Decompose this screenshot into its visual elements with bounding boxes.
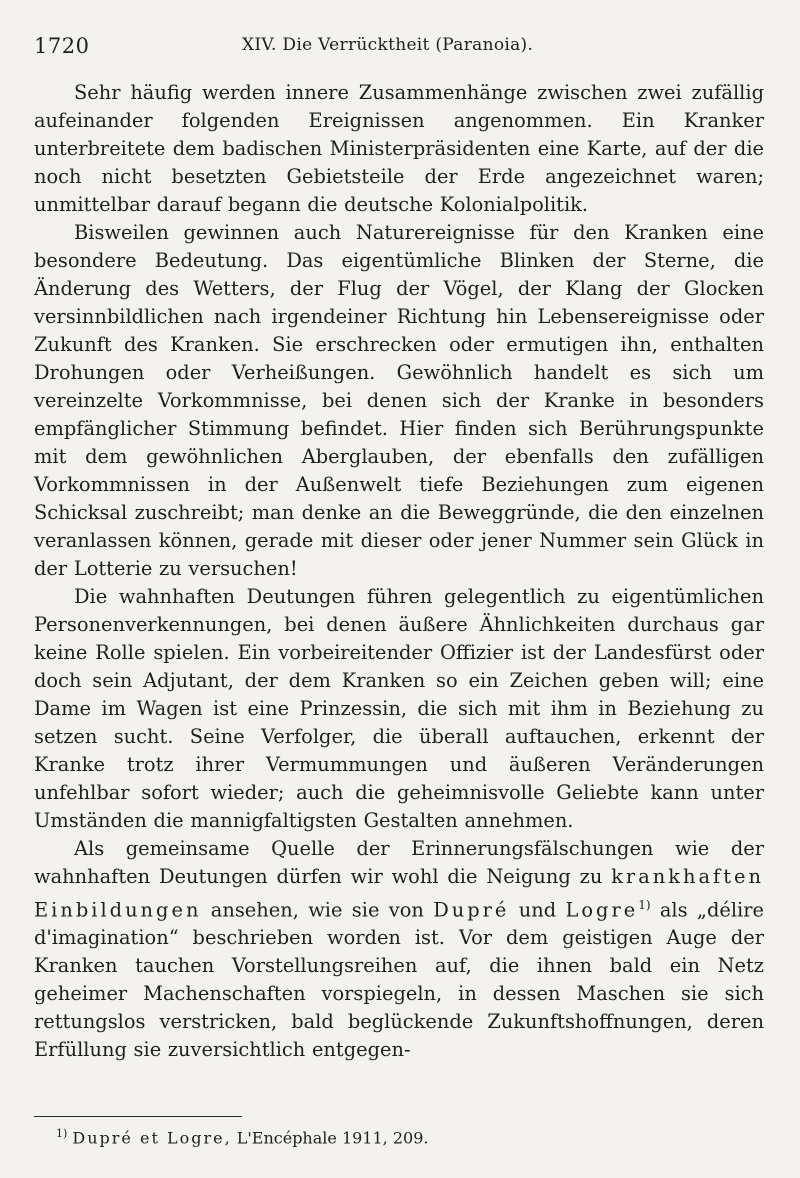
emphasized-term: krankhaften Einbildungen bbox=[34, 865, 764, 922]
paragraph-text: als „délire d'imagination“ beschrieben worden ist. Vor dem geistigen Auge der Kranken tauchen Vorstellungsreihen auf, die ihnen bald ein Netz geheimer Machenschaften vorspiegeln, in dessen Maschen sie sich rettungslos verstricken, bald beglückende Zukunftshoffnungen, deren Erfüllung sie zuversichtlich entgegen- bbox=[34, 898, 764, 1062]
paragraph-coincidence: Sehr häufig werden innere Zusammenhänge zwischen zwei zufällig aufeinander folgenden Ereignissen angenommen. Ein Kranker unterbreitete dem badischen Ministerpräsidenten eine Karte, auf der die noch nicht besetzten Gebietsteile der Erde angezeichnet waren; unmittelbar darauf begann die deutsche Kolonialpolitik. bbox=[34, 81, 764, 216]
footnote-authors: Dupré et Logre, bbox=[72, 1128, 232, 1148]
footnote-citation: L'Encéphale 1911, 209. bbox=[236, 1128, 429, 1148]
author-name: Dupré bbox=[433, 898, 510, 922]
footnote-reference: 1) bbox=[638, 898, 651, 912]
footnote-marker: 1) bbox=[56, 1127, 68, 1140]
paragraph-text: ansehen, wie sie von bbox=[201, 898, 434, 922]
running-head bbox=[34, 0, 764, 64]
paragraph-text: Als gemeinsame Quelle der Erinnerungsfälschungen wie der wahnhaften Deutungen dürfen wir wohl die Neigung zu bbox=[34, 837, 764, 888]
footnote bbox=[56, 1124, 428, 1148]
paragraph-misidentification: Die wahnhaften Deutungen führen gelegentlich zu eigentümlichen Personenverkennungen, bei denen äußere Ähnlichkeiten durchaus gar keine Rolle spielen. Ein vorbeireitender Offizier ist der Landesfürst oder doch sein Adjutant, der dem Kranken so ein Zeichen geben will; eine Dame im Wagen ist eine Prinzessin, die sich mit ihm in Beziehung zu setzen sucht. Seine Verfolger, die überall auftauchen, erkennt der Kranke trotz ihrer Vermummungen und äußeren Veränderungen unfehlbar sofort wieder; auch die geheimnisvolle Geliebte kann unter Umständen die mannigfaltigsten Gestalten annehmen. bbox=[34, 585, 764, 832]
author-name: Logre bbox=[565, 898, 639, 922]
paragraph-natural-events: Bisweilen gewinnen auch Naturereignisse für den Kranken eine besondere Bedeutung. Das eigentümliche Blinken der Sterne, die Änderung des Wetters, der Flug der Vögel, der Klang der Glocken versinnbildlichen nach irgendeiner Richtung hin Lebensereignisse oder Zukunft des Kranken. Sie erschrecken oder ermutigen ihn, enthalten Drohungen oder Verheißungen. Gewöhnlich handelt es sich um vereinzelte Vorkommnisse, bei denen sich der Kranke in besonders empfänglicher Stimmung befindet. Hier finden sich Berührungspunkte mit dem gewöhnlichen Aberglauben, der ebenfalls den zufälligen Vorkommnissen in der Außenwelt tiefe Beziehungen zum eigenen Schicksal zuschreibt; man denke an die Beweggründe, die den einzelnen veranlassen können, gerade mit dieser oder jener Nummer sein Glück in der Lotterie zu versuchen! bbox=[34, 221, 764, 580]
chapter-title: XIV. Die Verrücktheit (Paranoia). bbox=[242, 35, 534, 55]
page-number: 1720 bbox=[34, 34, 90, 58]
footnote-divider bbox=[34, 1116, 242, 1117]
paragraph-imagination bbox=[34, 835, 764, 1064]
body-text bbox=[34, 79, 764, 1064]
paragraph-text: und bbox=[509, 898, 566, 922]
